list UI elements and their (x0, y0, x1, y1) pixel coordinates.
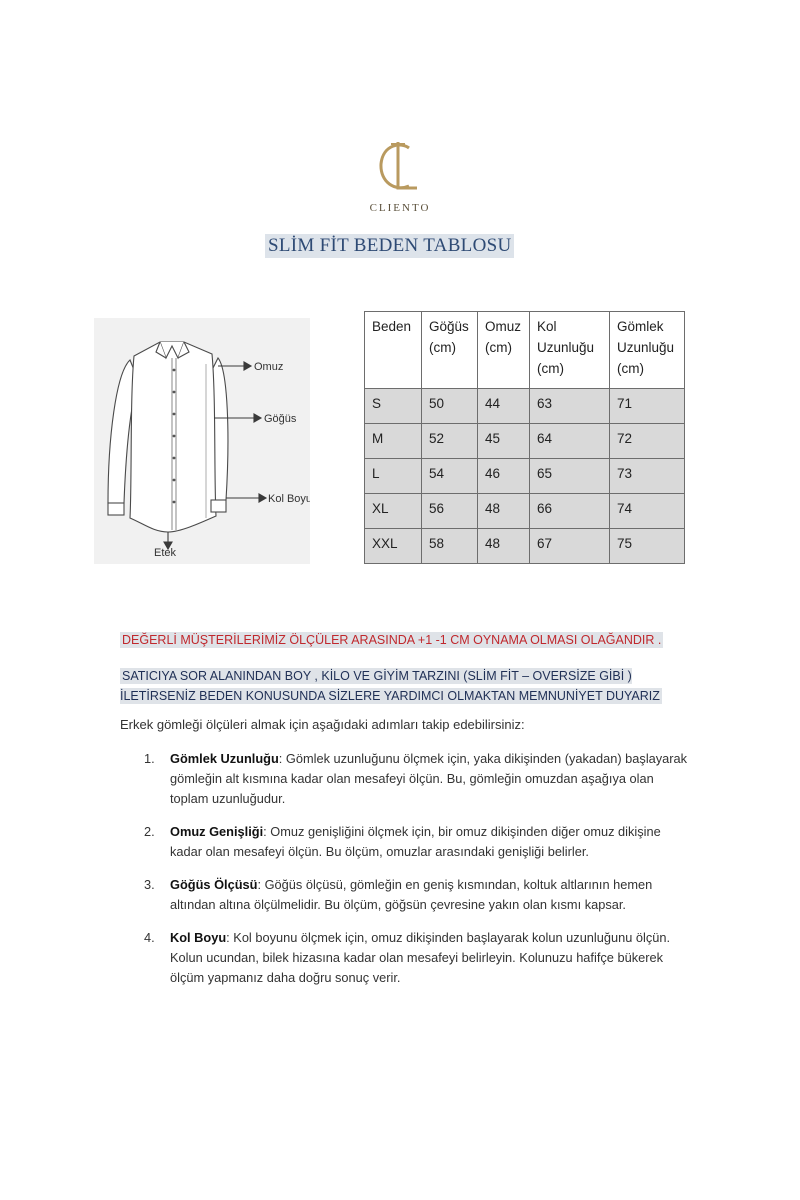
page-title: SLİM FİT BEDEN TABLOSU (265, 234, 514, 258)
table-cell: S (365, 389, 422, 424)
step-term: Gömlek Uzunluğu (170, 751, 279, 766)
table-cell: 54 (422, 459, 478, 494)
table-cell: 65 (530, 459, 610, 494)
table-header-cell (610, 312, 685, 389)
table-cell: 67 (530, 529, 610, 564)
header-line: Uzunluğu (617, 340, 675, 355)
size-table (364, 311, 685, 564)
table-cell: 46 (478, 459, 530, 494)
table-cell: 52 (422, 424, 478, 459)
header-line: Gömlek (617, 319, 664, 334)
header-line: (cm) (429, 340, 456, 355)
brand-logo (340, 138, 460, 214)
step-text: : Omuz genişliğini ölçmek için, bir omuz dikişinden diğer omuz dikişine kadar olan mesafeyi ölçün. Bu ölçüm, omuzlar arasındaki genişliği belirler. (170, 824, 661, 859)
step-text: : Göğüs ölçüsü, gömleğin en geniş kısmından, koltuk altlarının hemen altından altına ölçülmelidir. Bu ölçüm, göğsün çevresine yakın olan kısmı kapsar. (170, 877, 653, 912)
list-item (120, 749, 690, 809)
label-hem: Etek (154, 547, 177, 559)
table-cell: 58 (422, 529, 478, 564)
step-number: 3. (144, 877, 155, 892)
label-chest: Göğüs (264, 413, 297, 425)
tolerance-notice: DEĞERLİ MÜŞTERİLERİMİZ ÖLÇÜLER ARASINDA +1 -1 CM OYNAMA OLMASI OLAĞANDIR . (122, 633, 662, 647)
step-term: Omuz Genişliği (170, 824, 264, 839)
table-header-row (365, 312, 685, 389)
step-number: 2. (144, 824, 155, 839)
table-row (365, 459, 685, 494)
table-cell: 73 (610, 459, 685, 494)
table-cell: 48 (478, 529, 530, 564)
header-line: Beden (372, 319, 412, 334)
table-cell: 72 (610, 424, 685, 459)
header-line: Kol (537, 319, 557, 334)
step-text: : Kol boyunu ölçmek için, omuz dikişinden başlayarak kolun uzunluğunu ölçün. Kolun ucundan, bilek hizasına kadar olan mesafeyi belirleyin. Kolunuzu hafifçe bükerek ölçüm yapmanız daha doğru sonuç verir. (170, 930, 671, 985)
step-number: 4. (144, 930, 155, 945)
table-header-cell (365, 312, 422, 389)
header-line: Göğüs (429, 319, 469, 334)
header-line: (cm) (617, 361, 644, 376)
table-header-cell (422, 312, 478, 389)
table-cell: M (365, 424, 422, 459)
table-cell: 50 (422, 389, 478, 424)
header-line: (cm) (537, 361, 564, 376)
table-cell: 48 (478, 494, 530, 529)
list-item (120, 928, 690, 988)
step-term: Göğüs Ölçüsü (170, 877, 258, 892)
instructions-intro: Erkek gömleği ölçüleri almak için aşağıdaki adımları takip edebilirsiniz: (120, 717, 525, 732)
table-cell: 44 (478, 389, 530, 424)
table-cell: 66 (530, 494, 610, 529)
header-line: Uzunluğu (537, 340, 595, 355)
table-header-cell (530, 312, 610, 389)
measurement-steps (120, 749, 690, 1001)
table-row (365, 529, 685, 564)
table-cell: 45 (478, 424, 530, 459)
brand-name: CLIENTO (369, 202, 431, 214)
list-item (120, 822, 690, 862)
table-cell: 64 (530, 424, 610, 459)
list-item (120, 875, 690, 915)
table-cell: L (365, 459, 422, 494)
table-cell: 75 (610, 529, 685, 564)
table-cell: 71 (610, 389, 685, 424)
table-cell: 74 (610, 494, 685, 529)
table-row (365, 389, 685, 424)
table-cell: XL (365, 494, 422, 529)
label-shoulder: Omuz (254, 361, 284, 373)
table-row (365, 424, 685, 459)
advice-text (120, 666, 690, 706)
table-header-cell (478, 312, 530, 389)
cl-monogram-icon (365, 138, 435, 200)
step-term: Kol Boyu (170, 930, 227, 945)
step-number: 1. (144, 751, 155, 766)
table-cell: 56 (422, 494, 478, 529)
advice-highlight: SATICIYA SOR ALANINDAN BOY , KİLO VE GİYİM TARZINI (SLİM FİT – OVERSİZE GİBİ ) İLETİRSENİZ BEDEN KONUSUNDA SİZLERE YARDIMCI OLMAKTAN MEMNUNİYET DUYARIZ (120, 669, 660, 703)
header-line: (cm) (485, 340, 512, 355)
shirt-illustration-icon (94, 318, 310, 564)
table-cell: XXL (365, 529, 422, 564)
shirt-diagram (94, 318, 310, 564)
table-row (365, 494, 685, 529)
header-line: Omuz (485, 319, 522, 334)
table-cell: 63 (530, 389, 610, 424)
label-sleeve: Kol Boyu (268, 493, 310, 505)
step-text: : Gömlek uzunluğunu ölçmek için, yaka dikişinden (yakadan) başlayarak gömleğin alt kısmına kadar olan mesafeyi ölçün. Bu, gömleğin omuzdan aşağıya olan toplam uzunluğudur. (170, 751, 688, 806)
